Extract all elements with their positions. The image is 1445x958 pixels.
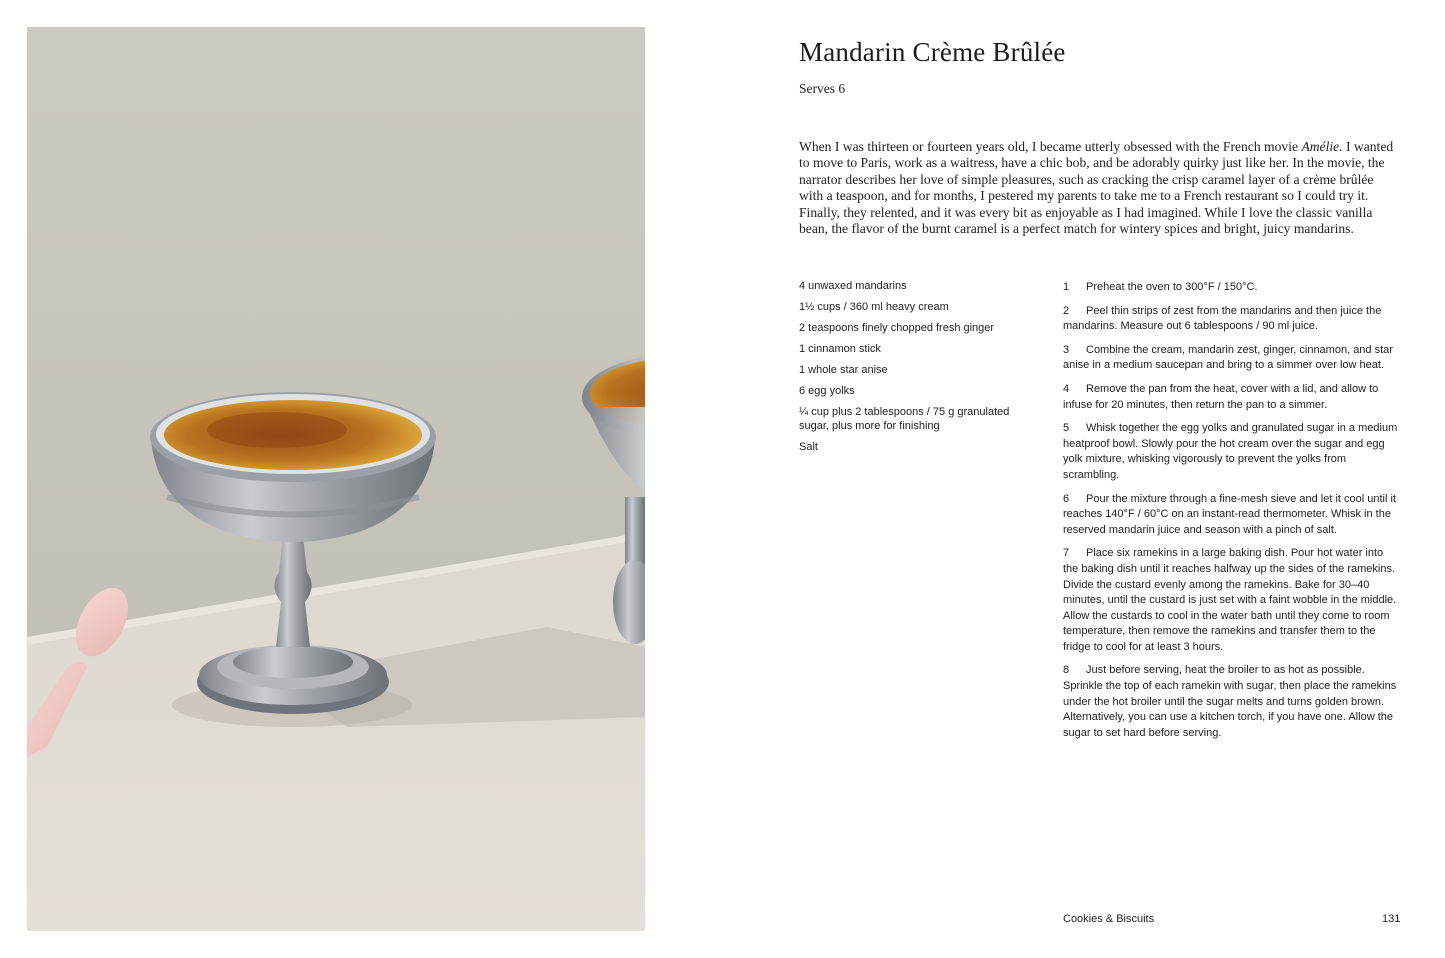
step-text: Pour the mixture through a fine-mesh sieve and let it cool until it reaches 140°F / 60°C on an instant-read thermometer. Whisk in the reserved mandarin juice and season with a pinch of salt.: [1063, 492, 1396, 536]
method-step: [1063, 546, 1399, 655]
ingredient-list: [799, 280, 1034, 462]
step-text: Remove the pan from the heat, cover with a lid, and allow to infuse for 20 minutes, then return the pan to a simmer.: [1063, 382, 1379, 411]
method-step: [1063, 663, 1399, 741]
method-step: [1063, 304, 1399, 335]
method-step: [1063, 280, 1399, 296]
method-step: [1063, 382, 1399, 413]
serves-count: Serves 6: [799, 81, 846, 96]
step-text: Just before serving, heat the broiler to as hot as possible. Sprinkle the top of each ramekin with sugar, then place the ramekins under the hot broiler until the sugar melts and turns golden brown. Alternatively, you can use a kitchen torch, if you have one. Allow the sugar to set hard before serving.: [1063, 664, 1397, 739]
intro-text-end: I wanted to move to Paris, work as a waitress, have a chic bob, and be adorably quirky just like her. In the movie, the narrator describes her love of simple pleasures, such as cracking the crisp caramel layer of a crème brûlée with a teaspoon, and for months, I pestered my parents to take me to a French restaurant so I could try it. Finally, they relented, and it was every bit as enjoyable as I had imagined. While I love the classic vanilla bean, the flavor of the burnt caramel is a perfect match for wintery spices and bright, juicy mandarins.: [799, 139, 1394, 237]
recipe-photo: [27, 27, 645, 931]
step-text: Combine the cream, mandarin zest, ginger, cinnamon, and star anise in a medium saucepan and bring to a simmer over low heat.: [1063, 343, 1393, 372]
method-step: [1063, 343, 1399, 374]
method-steps: [1063, 280, 1399, 749]
method-step: [1063, 421, 1399, 483]
movie-title: Amélie.: [1301, 139, 1343, 154]
ingredient-item: 1 whole star anise: [799, 364, 888, 376]
ingredient-item: 1½ cups / 360 ml heavy cream: [799, 301, 949, 313]
step-number: 2: [1063, 304, 1070, 317]
step-text: Whisk together the egg yolks and granulated sugar in a medium heatproof bowl. Slowly pour the hot cream over the sugar and egg yolk mixture, whisking vigorously to prevent the yolks from scrambling.: [1063, 422, 1398, 481]
ingredient-item: 1 cinnamon stick: [799, 343, 881, 355]
step-text: Peel thin strips of zest from the mandarins and then juice the mandarins. Measure out 6 tablespoons / 90 ml juice.: [1063, 304, 1382, 333]
ingredient-item: 4 unwaxed mandarins: [799, 280, 907, 292]
step-number: 1: [1063, 281, 1070, 293]
step-number: 7: [1063, 547, 1070, 560]
step-number: 8: [1063, 664, 1070, 677]
ingredient-item: ¼ cup plus 2 tablespoons / 75 g granulated sugar, plus more for finishing: [799, 406, 1010, 432]
step-text: Place six ramekins in a large baking dish. Pour hot water into the baking dish until it reaches halfway up the sides of the ramekins. Divide the custard evenly among the ramekins. Bake for 30–40 minutes, until the custard is just set with a faint wobble in the middle. Allow the custards to cool in the water bath until they come to room temperature, then remove the ramekins and transfer them to the fridge to cool for at least 3 hours.: [1063, 547, 1397, 653]
recipe-title: Mandarin Crème Brûlée: [799, 37, 1066, 67]
step-number: 6: [1063, 492, 1070, 505]
step-number: 4: [1063, 382, 1070, 395]
step-text: Preheat the oven to 300°F / 150°C.: [1086, 281, 1258, 293]
intro-text-start: When I was thirteen or fourteen years old, I became utterly obsessed with the French movie: [799, 139, 1302, 154]
ingredient-item: 6 egg yolks: [799, 385, 855, 397]
method-step: [1063, 492, 1399, 539]
recipe-intro: [799, 139, 1399, 237]
ingredient-item: Salt: [799, 440, 818, 453]
step-number: 5: [1063, 422, 1070, 435]
step-number: 3: [1063, 343, 1070, 356]
footer-section-title: Cookies & Biscuits: [1063, 913, 1155, 925]
ingredient-item: 2 teaspoons finely chopped fresh ginger: [799, 322, 995, 334]
creme-brulee-illustration: [27, 27, 645, 931]
page-number: 131: [1382, 913, 1401, 925]
